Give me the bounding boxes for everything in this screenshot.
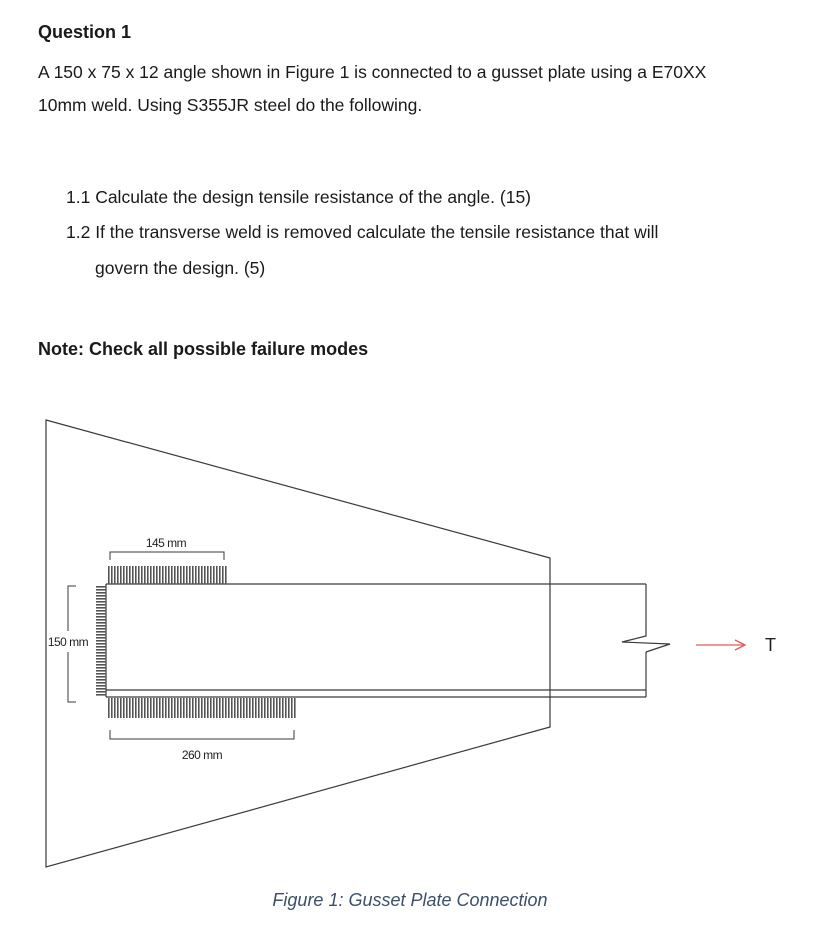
gusset-plate-figure <box>0 400 820 880</box>
question-intro <box>38 56 798 122</box>
task-1-2 <box>66 219 784 281</box>
question-heading: Question 1 <box>38 22 132 42</box>
task-1-2-line-1: 1.2 If the transverse weld is removed calculate the tensile resistance that will <box>66 222 659 242</box>
transverse-weld <box>96 586 106 696</box>
break-line <box>622 628 670 652</box>
intro-line-1: A 150 x 75 x 12 angle shown in Figure 1 is connected to a gusset plate using a E70XX <box>38 62 707 82</box>
load-arrow <box>696 640 745 650</box>
dimension-260-label: 260 mm <box>181 748 223 762</box>
dimension-260 <box>110 730 294 762</box>
bottom-fillet-weld <box>108 698 296 718</box>
figure-caption: Figure 1: Gusset Plate Connection <box>272 890 548 910</box>
angle-member <box>106 584 646 697</box>
task-1-2-line-2: govern the design. (5) <box>95 258 266 278</box>
dimension-145-label: 145 mm <box>145 536 187 550</box>
gusset-plate <box>46 420 550 867</box>
failure-modes-note: Note: Check all possible failure modes <box>38 339 369 359</box>
dimension-150 <box>48 586 89 702</box>
dimension-150-label: 150 mm <box>47 635 89 649</box>
intro-line-2: 10mm weld. Using S355JR steel do the following. <box>38 95 423 115</box>
load-label: T <box>765 635 776 655</box>
task-1-1: 1.1 Calculate the design tensile resistance of the angle. (15) <box>66 187 532 207</box>
top-fillet-weld <box>108 566 228 584</box>
dimension-145 <box>110 536 224 560</box>
